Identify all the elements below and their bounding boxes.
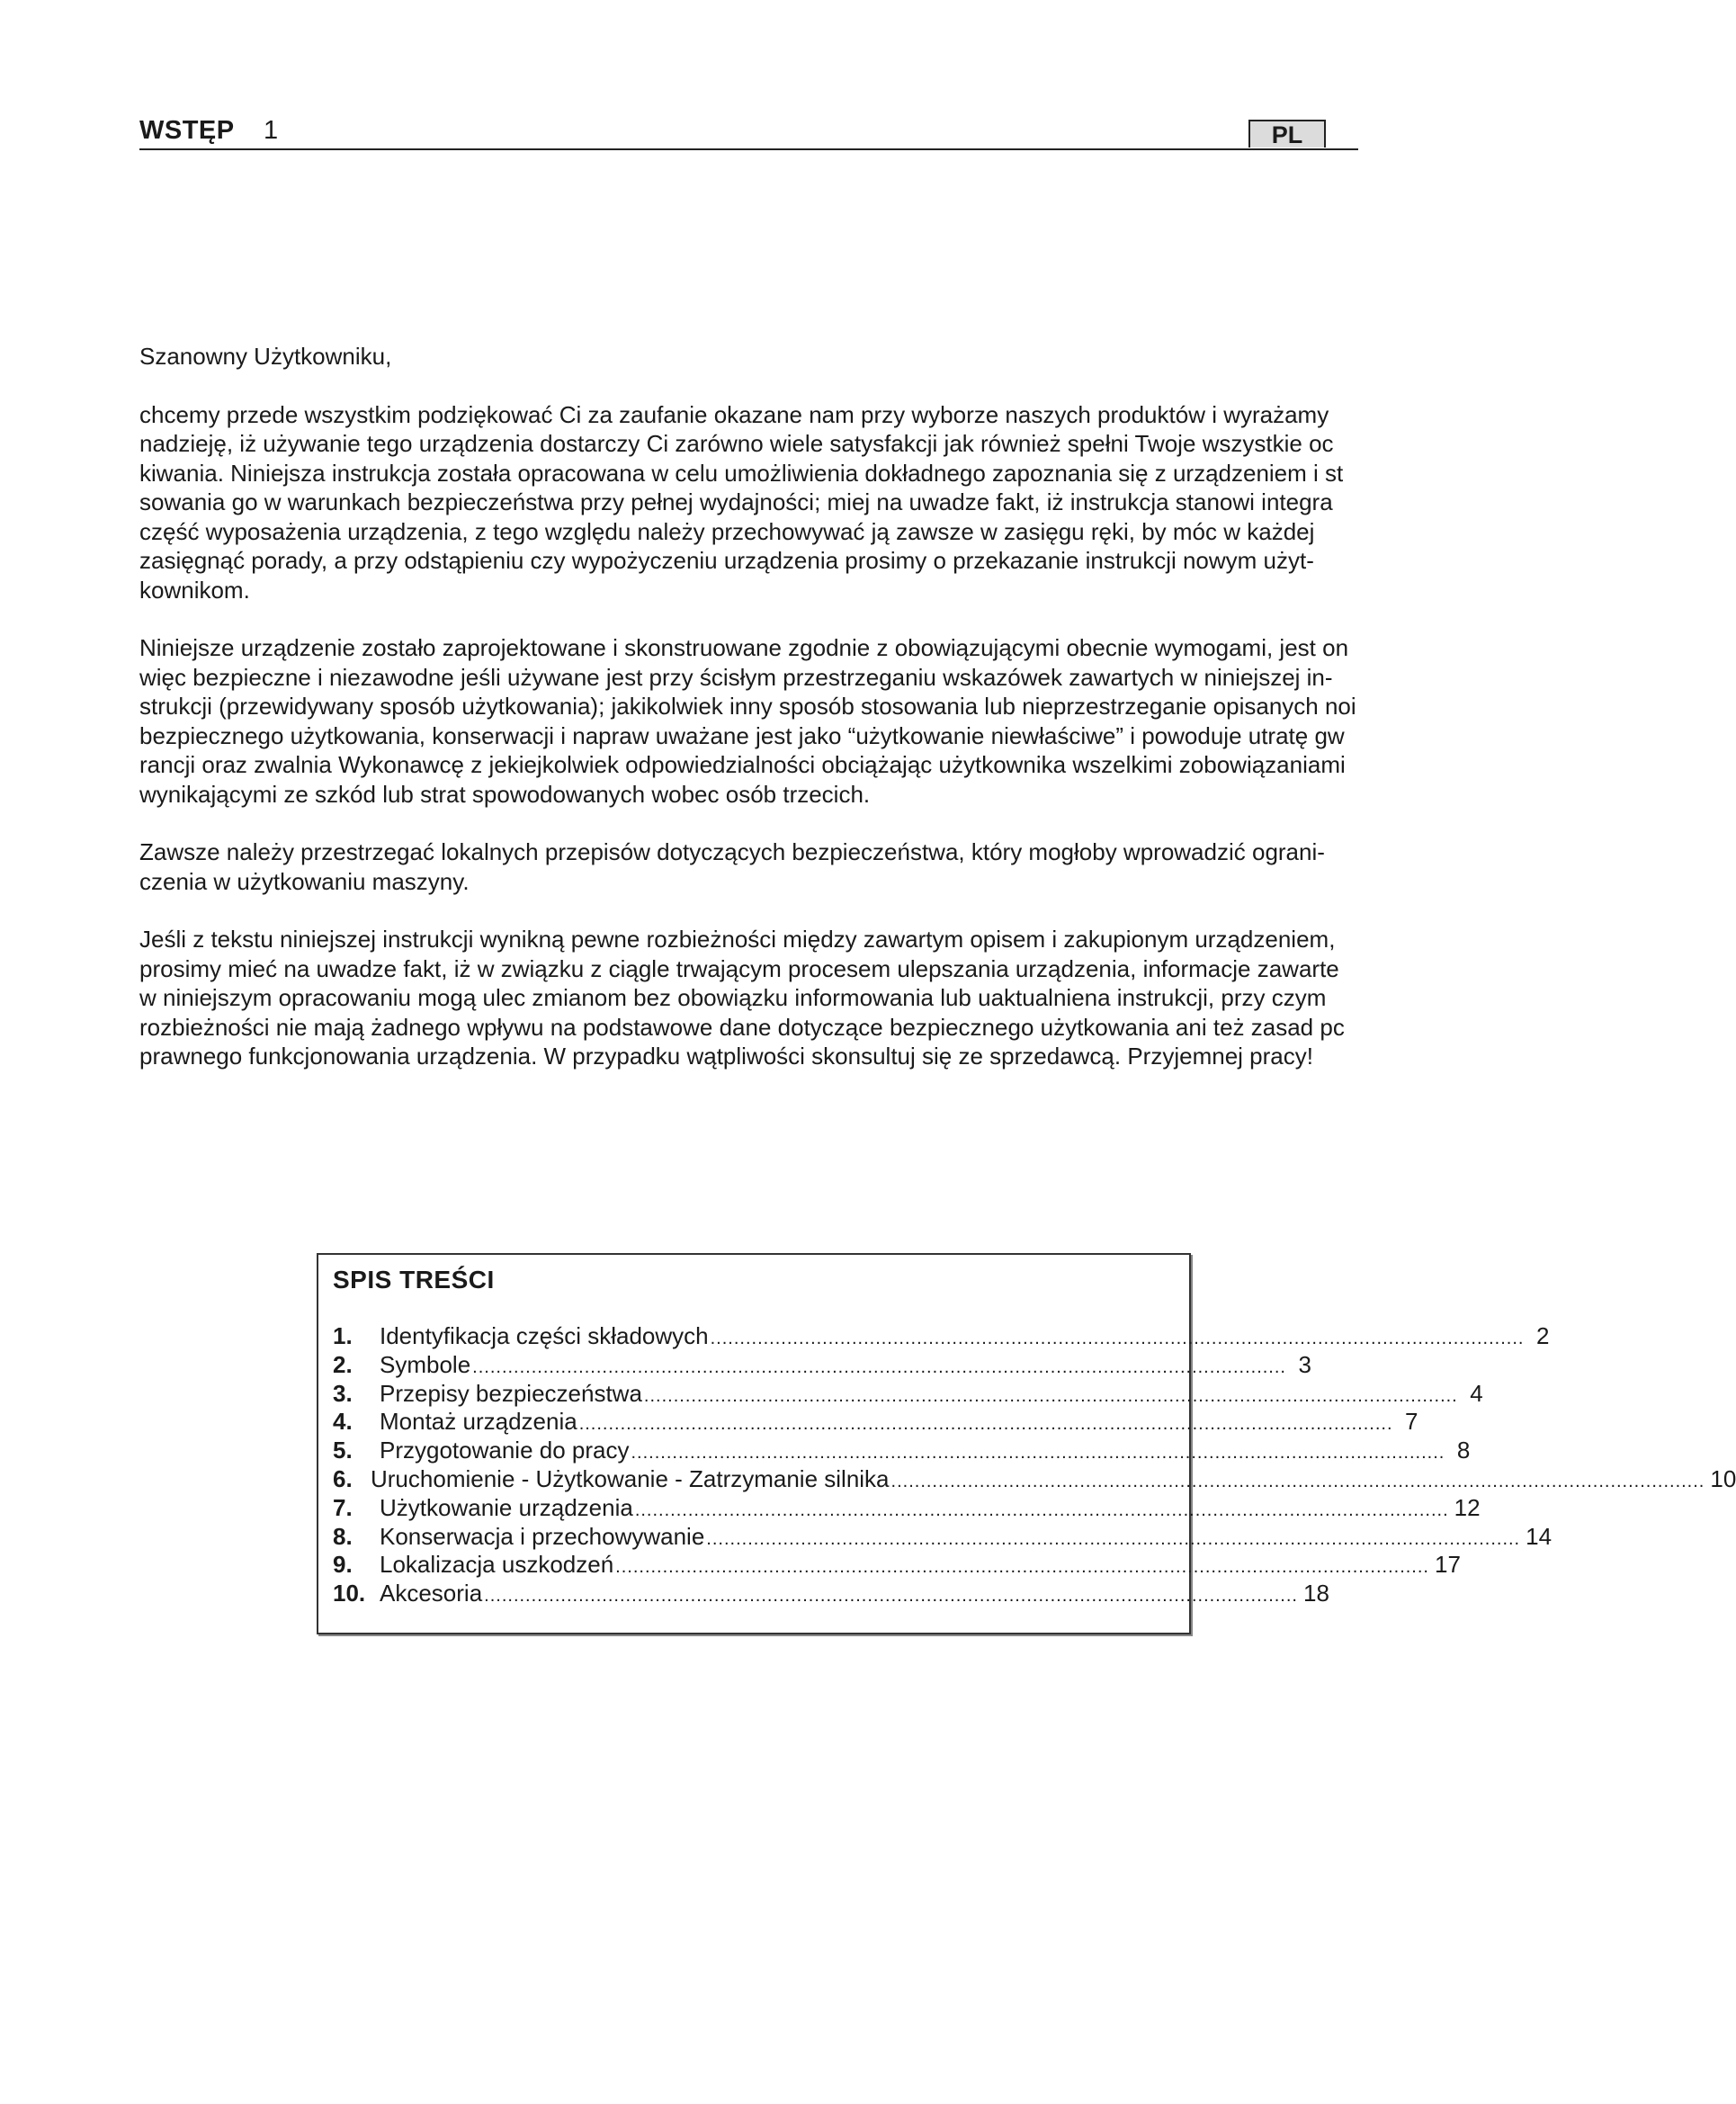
toc-item-number: 6. [333,1464,353,1492]
paragraph-discrepancies [139,925,1448,1071]
text-line: prosimy mieć na uwadze fakt, iż w związku z ciągle trwającym procesem ulepszania urządzenia, informacje zawarte [139,954,1339,982]
text-line: rozbieżności nie mają żadnego wpływu na podstawowe dane dotyczące bezpiecznego użytkowania ani też zasad pc [139,1013,1345,1041]
toc-item-number: 3. [333,1379,353,1407]
toc-item-number: 2. [333,1350,353,1378]
toc-item[interactable] [333,1464,1736,1494]
toc-item-page: 10 [1710,1464,1736,1492]
toc-item-label: Użytkowanie urządzenia [380,1493,633,1521]
toc-leader-dots: .......................................................................................................................................... [890,1471,1705,1491]
text-line: więc bezpieczne i niezawodne jeśli używane jest przy ścisłym przestrzeganiu wskazówek zawartych w niniejszej in- [139,663,1333,691]
text-line: wynikającymi ze szkód lub strat spowodowanych wobec osób trzecich. [139,780,871,808]
toc-item-page: 4 [1470,1379,1483,1407]
text-line: rancji oraz zwalnia Wykonawcę z jekiejkolwiek odpowiedzialności obciążając użytkownika wszelkimi zobowiązaniami [139,751,1346,778]
toc-item-label: Akcesoria [380,1580,483,1607]
toc-item-label: Symbole [380,1350,471,1378]
section-title: WSTĘP [139,116,235,145]
toc-item-label: Konserwacja i przechowywanie [380,1522,705,1550]
toc-item[interactable] [333,1379,1483,1409]
text-line: Jeśli z tekstu niniejszej instrukcji wynikną pewne rozbieżności między zawartym opisem i zakupionym urządzeniem, [139,926,1336,953]
toc-leader-dots: .......................................................................................................................................... [484,1586,1298,1607]
toc-item-label: Montaż urządzenia [380,1408,577,1436]
text-line: czenia w użytkowaniu maszyny. [139,867,470,895]
text-line: sowania go w warunkach bezpieczeństwa przy pełnej wydajności; miej na uwadze fakt, iż instrukcja stanowi integra [139,488,1333,515]
toc-item-page: 3 [1298,1350,1311,1378]
text-line: część wyposażenia urządzenia, z tego względu należy przechowywać ją zawsze w zasięgu ręki, by móc w każdej [139,517,1315,545]
page-header [139,112,1358,150]
toc-leader-dots: .......................................................................................................................................... [615,1557,1429,1578]
toc-item-page: 8 [1456,1437,1471,1464]
toc-item-label: Identyfikacja części składowych [380,1322,709,1349]
toc-item[interactable] [333,1322,1550,1351]
toc-leader-dots: .......................................................................................................................................... [643,1385,1458,1406]
toc-leader-dots: .......................................................................................................................................... [472,1356,1286,1377]
text-line: prawnego funkcjonowania urządzenia. W przypadku wątpliwości skonsultuj się ze sprzedawcą. Przyjemnej pracy! [139,1043,1313,1070]
toc-item-label: Lokalizacja uszkodzeń [380,1551,614,1579]
toc-item-page: 7 [1405,1408,1418,1436]
text-line: nadzieję, iż używanie tego urządzenia dostarczy Ci zarówno wiele satysfakcji jak również spełni Twoje wszystkie oc [139,430,1334,457]
text-line: kiwania. Niniejsza instrukcja została opracowana w celu umożliwienia dokładnego zapoznania się z urządzeniem i st [139,459,1344,487]
text-line: strukcji (przewidywany sposób użytkowania); jakikolwiek inny sposób stosowania lub nieprzestrzeganie opisanych noi [139,693,1356,720]
text-line: zasięgnąć porady, a przy odstąpieniu czy wypożyczeniu urządzenia prosimy o przekazanie instrukcji nowym użyt- [139,547,1314,574]
toc-list [333,1322,1736,1608]
toc-item-number: 4. [333,1408,353,1436]
toc-item-number: 8. [333,1522,353,1550]
toc-leader-dots: .......................................................................................................................................... [706,1528,1521,1549]
section-number: 1 [264,116,279,145]
toc-leader-dots: .......................................................................................................................................... [634,1500,1449,1520]
toc-item[interactable] [333,1408,1418,1437]
toc-item-page: 17 [1434,1551,1461,1579]
toc-item-page: 2 [1535,1322,1550,1349]
text-line: Zawsze należy przestrzegać lokalnych przepisów dotyczących bezpieczeństwa, który mogłoby wprowadzić ograni- [139,838,1325,865]
toc-item-number: 5. [333,1437,353,1464]
table-of-contents [317,1253,1736,1634]
toc-item[interactable] [333,1350,1311,1380]
toc-item-page: 18 [1302,1580,1329,1607]
toc-item-page: 12 [1454,1493,1481,1521]
toc-item-page: 14 [1526,1522,1553,1550]
toc-item[interactable] [333,1493,1481,1523]
toc-item-number: 10. [333,1580,366,1607]
toc-item[interactable] [333,1580,1329,1608]
toc-item[interactable] [333,1551,1461,1580]
text-line: chcemy przede wszystkim podziękować Ci za zaufanie okazane nam przy wyborze naszych produktów i wyrażamy [139,400,1329,428]
toc-leader-dots: .......................................................................................................................................... [631,1443,1445,1464]
toc-item-label: Uruchomienie - Użytkowanie - Zatrzymanie silnika [371,1464,890,1492]
text-line: Niniejsze urządzenie zostało zaprojektowane i skonstruowane zgodnie z obowiązującymi obecnie wymogami, jest on [139,634,1349,661]
toc-leader-dots: .......................................................................................................................................... [578,1414,1393,1435]
toc-title: SPIS TREŚCI [333,1266,495,1294]
text-line: kownikom. [139,576,250,604]
intro-text [139,342,1462,1100]
language-badge: PL [1248,120,1326,148]
toc-item[interactable] [333,1437,1471,1465]
toc-item-number: 9. [333,1551,353,1579]
paragraph-thanks [139,400,1448,605]
greeting: Szanowny Użytkowniku, [139,343,392,370]
toc-item-number: 1. [333,1322,353,1349]
paragraph-local-rules [139,837,1448,896]
toc-item-label: Przepisy bezpieczeństwa [380,1379,642,1407]
text-line: w niniejszym opracowaniu mogą ulec zmianom bez obowiązku informowania lub uaktualniena instrukcji, przy czym [139,984,1327,1011]
toc-item-number: 7. [333,1493,353,1521]
toc-leader-dots: .......................................................................................................................................... [710,1329,1525,1348]
toc-item-label: Przygotowanie do pracy [380,1437,630,1464]
toc-item[interactable] [333,1522,1553,1552]
text-line: bezpiecznego użytkowania, konserwacji i napraw uważane jest jako “użytkowanie niewłaściwe” i powoduje utratę gw [139,721,1345,749]
paragraph-safety [139,633,1448,809]
